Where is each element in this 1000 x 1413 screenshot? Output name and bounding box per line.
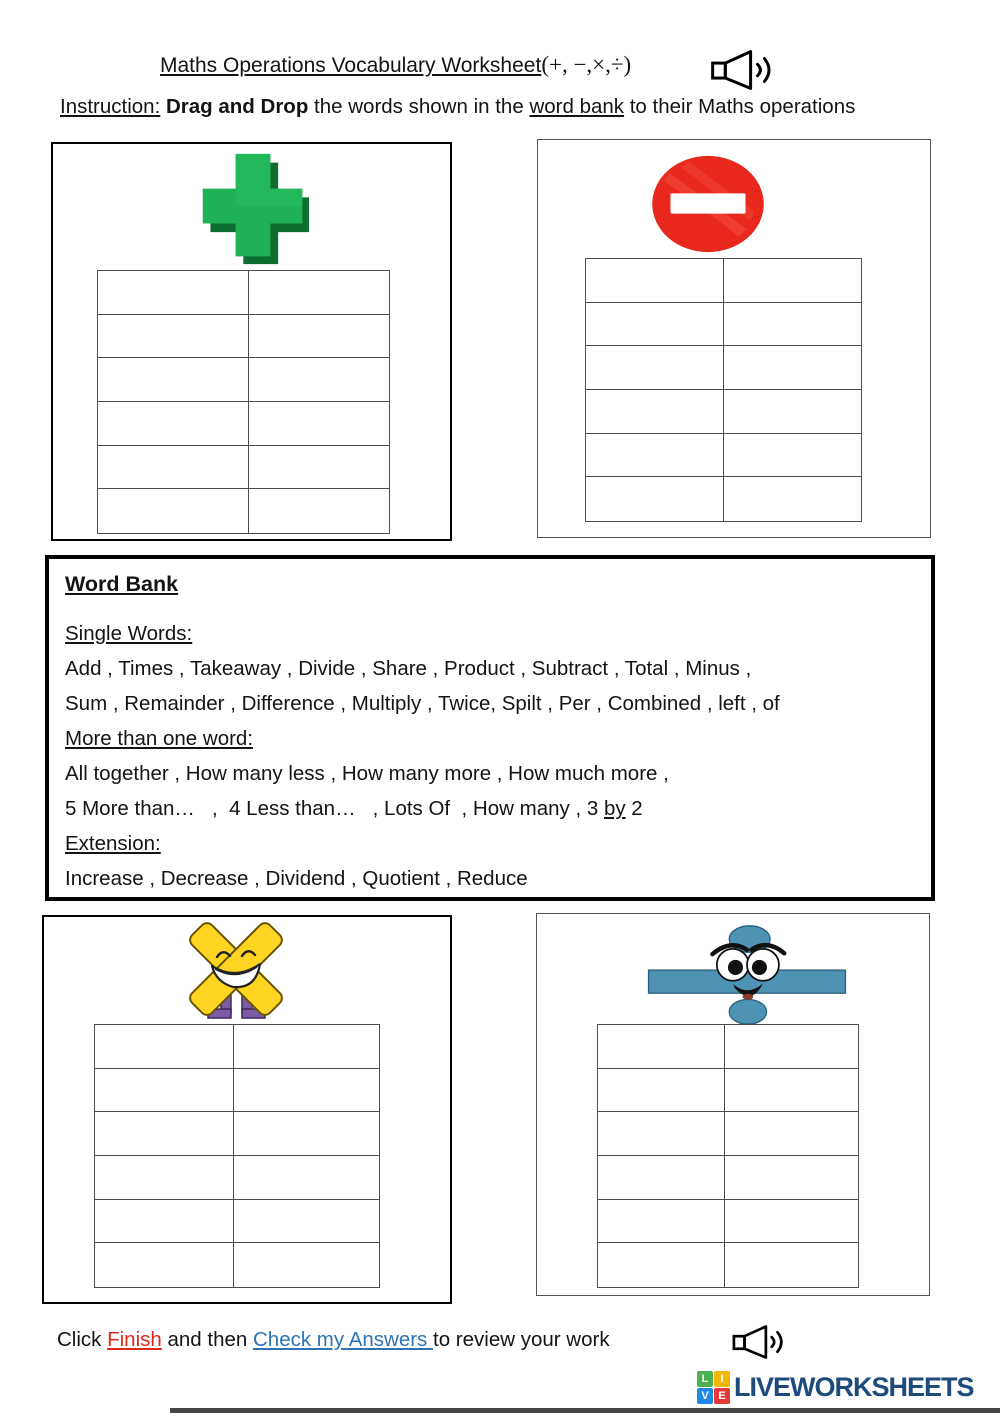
instruction-word-bank-ref: word bank xyxy=(529,95,625,118)
drop-cell-subtraction[interactable] xyxy=(586,303,724,347)
liveworksheets-grid-icon xyxy=(697,1371,730,1404)
drop-cell-subtraction[interactable] xyxy=(724,346,862,390)
single-words-heading: Single Words: xyxy=(65,622,193,645)
subtraction-drop-table xyxy=(585,258,862,522)
logo-grid-letter: L xyxy=(697,1371,713,1387)
drop-cell-addition[interactable] xyxy=(98,315,249,359)
more-than-one-word-heading: More than one word: xyxy=(65,727,254,750)
addition-box xyxy=(51,142,452,541)
drop-cell-addition[interactable] xyxy=(249,271,389,315)
title-row xyxy=(160,52,631,78)
drop-cell-subtraction[interactable] xyxy=(724,303,862,347)
word-bank-line-extension[interactable]: Increase , Decrease , Dividend , Quotient , Reduce xyxy=(65,867,528,890)
drop-cell-subtraction[interactable] xyxy=(586,346,724,390)
footer-mid: and then xyxy=(161,1328,253,1351)
page-title: Maths Operations Vocabulary Worksheet xyxy=(160,54,542,77)
drop-cell-division[interactable] xyxy=(598,1025,725,1069)
drop-cell-multiplication[interactable] xyxy=(234,1156,379,1200)
check-my-answers-link[interactable]: Check my Answers xyxy=(253,1328,433,1351)
drop-cell-subtraction[interactable] xyxy=(586,434,724,478)
drop-cell-division[interactable] xyxy=(598,1112,725,1156)
title-audio-speaker-icon[interactable] xyxy=(703,47,789,93)
instruction-label: Instruction: xyxy=(60,95,161,118)
word-bank-title: Word Bank xyxy=(65,572,179,596)
page-bottom-edge xyxy=(170,1408,1000,1413)
multiplication-drop-table xyxy=(94,1024,380,1288)
drop-cell-subtraction[interactable] xyxy=(724,390,862,434)
word-bank-line-single-2[interactable]: Sum , Remainder , Difference , Multiply , Twice, Spilt , Per , Combined , left , of xyxy=(65,692,780,715)
liveworksheets-logo-text: LIVEWORKSHEETS xyxy=(734,1372,974,1402)
word-bank-line-single-1[interactable]: Add , Times , Takeaway , Divide , Share , Product , Subtract , Total , Minus , xyxy=(65,657,752,680)
drop-cell-addition[interactable] xyxy=(249,315,389,359)
green-3d-plus-icon xyxy=(195,150,311,266)
drop-cell-multiplication[interactable] xyxy=(95,1112,234,1156)
drop-cell-division[interactable] xyxy=(725,1243,858,1287)
addition-drop-table xyxy=(97,270,390,534)
drop-cell-subtraction[interactable] xyxy=(724,434,862,478)
drop-cell-addition[interactable] xyxy=(249,489,389,533)
yellow-smiling-x-icon xyxy=(170,921,302,1029)
word-bank-box xyxy=(45,555,935,901)
drop-cell-subtraction[interactable] xyxy=(586,477,724,521)
instruction-line xyxy=(60,95,855,119)
drop-cell-multiplication[interactable] xyxy=(234,1112,379,1156)
drop-cell-subtraction[interactable] xyxy=(724,477,862,521)
footer-tail: to review your work xyxy=(433,1328,610,1351)
title-operation-symbols: (+, −,×,÷) xyxy=(541,52,632,77)
drop-cell-addition[interactable] xyxy=(249,358,389,402)
logo-grid-letter: E xyxy=(714,1388,730,1404)
drop-cell-multiplication[interactable] xyxy=(95,1069,234,1113)
instruction-mid: the words shown in the xyxy=(308,95,530,118)
instruction-tail: to their Maths operations xyxy=(624,95,856,118)
drop-cell-multiplication[interactable] xyxy=(95,1156,234,1200)
drop-cell-subtraction[interactable] xyxy=(724,259,862,303)
instruction-bold: Drag and Drop xyxy=(160,95,309,118)
drop-cell-addition[interactable] xyxy=(98,489,249,533)
multiplication-box xyxy=(42,915,452,1304)
finish-link[interactable]: Finish xyxy=(107,1328,162,1351)
footer-pre: Click xyxy=(57,1328,108,1351)
drop-cell-division[interactable] xyxy=(725,1200,858,1244)
footer-audio-speaker-icon[interactable] xyxy=(731,1320,793,1364)
drop-cell-division[interactable] xyxy=(725,1025,858,1069)
drop-cell-division[interactable] xyxy=(598,1200,725,1244)
liveworksheets-logo[interactable] xyxy=(697,1371,974,1404)
division-drop-table xyxy=(597,1024,859,1288)
drop-cell-multiplication[interactable] xyxy=(234,1200,379,1244)
word-bank-by-underlined: by xyxy=(603,797,626,820)
drop-cell-addition[interactable] xyxy=(249,446,389,490)
logo-grid-letter: V xyxy=(697,1388,713,1404)
word-bank-line-multi-2[interactable] xyxy=(65,791,917,826)
drop-cell-multiplication[interactable] xyxy=(95,1243,234,1287)
blue-division-face-icon xyxy=(635,924,859,1026)
logo-grid-letter: I xyxy=(714,1371,730,1387)
word-bank-line-segment: 2 xyxy=(625,797,643,820)
drop-cell-division[interactable] xyxy=(725,1069,858,1113)
drop-cell-addition[interactable] xyxy=(98,446,249,490)
drop-cell-addition[interactable] xyxy=(98,402,249,446)
red-no-entry-minus-icon xyxy=(650,154,766,254)
drop-cell-multiplication[interactable] xyxy=(234,1069,379,1113)
extension-heading: Extension: xyxy=(65,832,161,855)
drop-cell-addition[interactable] xyxy=(98,271,249,315)
division-box xyxy=(536,913,930,1296)
drop-cell-division[interactable] xyxy=(598,1156,725,1200)
drop-cell-subtraction[interactable] xyxy=(586,390,724,434)
word-bank-line-segment: 5 More than… , 4 Less than… , Lots Of , How many , 3 xyxy=(65,797,604,820)
drop-cell-subtraction[interactable] xyxy=(586,259,724,303)
subtraction-box xyxy=(537,139,931,538)
drop-cell-addition[interactable] xyxy=(249,402,389,446)
drop-cell-multiplication[interactable] xyxy=(95,1025,234,1069)
drop-cell-division[interactable] xyxy=(598,1243,725,1287)
footer-line xyxy=(57,1328,610,1352)
drop-cell-addition[interactable] xyxy=(98,358,249,402)
drop-cell-multiplication[interactable] xyxy=(95,1200,234,1244)
drop-cell-division[interactable] xyxy=(725,1112,858,1156)
drop-cell-division[interactable] xyxy=(598,1069,725,1113)
drop-cell-division[interactable] xyxy=(725,1156,858,1200)
drop-cell-multiplication[interactable] xyxy=(234,1243,379,1287)
word-bank-line-multi-1[interactable]: All together , How many less , How many more , How much more , xyxy=(65,762,669,785)
drop-cell-multiplication[interactable] xyxy=(234,1025,379,1069)
